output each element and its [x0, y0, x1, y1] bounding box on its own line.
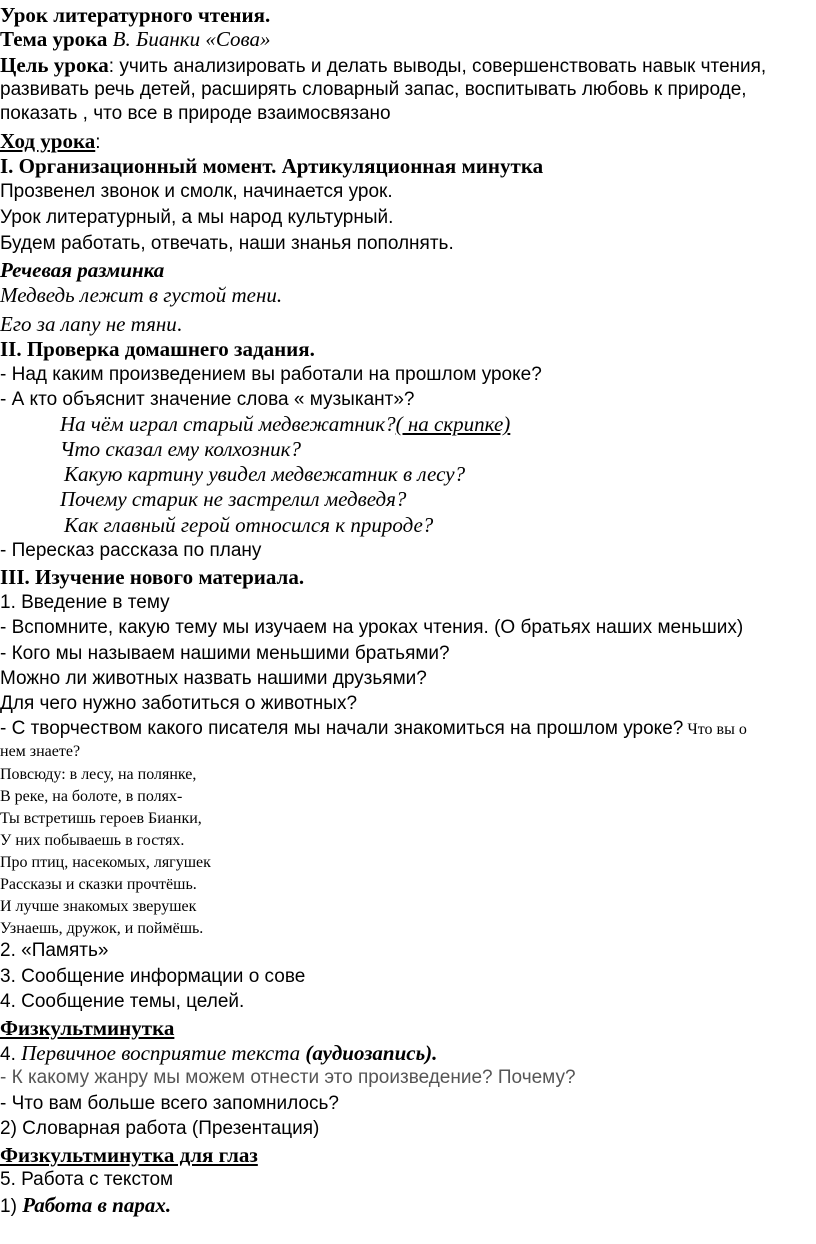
bianki-poem-line: Повсюду: в лесу, на полянке, [0, 766, 197, 783]
perception-number: 4. [0, 1044, 22, 1065]
warmup-heading: Речевая разминка [0, 258, 165, 282]
bianki-poem-line: Узнаешь, дружок, и поймёшь. [0, 920, 204, 937]
section2-heading: II. Проверка домашнего задания. [0, 337, 315, 361]
homework-question: - А кто объяснит значение слова « музыкант»? [0, 389, 415, 410]
sub-question-answer: ( на скрипке) [395, 412, 511, 436]
intro-question: - Вспомните, какую тему мы изучаем на уроках чтения. (О братьях наших меньших) [0, 617, 744, 638]
topic-label: Тема урока [0, 27, 108, 51]
lesson-item: 2. «Память» [0, 940, 109, 961]
bianki-poem-line: В реке, на болоте, в полях- [0, 788, 183, 805]
retelling-line: - Пересказ рассказа по плану [0, 540, 262, 561]
goal-text-3: показать , что все в природе взаимосвязано [0, 103, 391, 124]
progress-colon: : [95, 132, 101, 153]
writer-question-line [0, 718, 747, 740]
perception-audio: (аудиозапись). [305, 1041, 438, 1065]
tongue-twister-line: Медведь лежит в густой тени. [0, 283, 283, 307]
section3-heading: III. Изучение нового материала. [0, 565, 305, 589]
sub-question: Почему старик не застрелил медведя? [60, 487, 407, 511]
tongue-twister-period: . [176, 312, 183, 336]
bianki-poem-line: У них побываешь в гостях. [0, 832, 185, 849]
bianki-poem-line: Про птиц, насекомых, лягушек [0, 854, 211, 871]
phys-break-heading: Физкультминутка [0, 1016, 175, 1040]
section1-poem-line: Урок литературный, а мы народ культурный. [0, 207, 394, 228]
writer-question-small-2: нем знаете? [0, 743, 81, 760]
section1-poem-line: Прозвенел звонок и смолк, начинается урок. [0, 181, 393, 202]
lesson-title: Урок литературного чтения. [0, 3, 271, 27]
progress-heading: Ход урока [0, 129, 96, 153]
sub-question: Как главный герой относился к природе? [64, 513, 434, 537]
goal-text-1: : учить анализировать и делать выводы, совершенствовать навык чтения, [108, 56, 767, 77]
bianki-poem-line: И лучше знакомых зверушек [0, 898, 197, 915]
sub-question-line [60, 412, 510, 437]
topic-line [0, 27, 270, 52]
section1-heading: I. Организационный момент. Артикуляционная минутка [0, 154, 544, 178]
section1-poem-line: Будем работать, отвечать, наши знанья пополнять. [0, 233, 454, 254]
perception-line [0, 1041, 437, 1066]
bianki-poem-line: Рассказы и сказки прочтёшь. [0, 876, 197, 893]
text-work-item: 5. Работа с текстом [0, 1169, 174, 1190]
writer-question: - С творчеством какого писателя мы начали знакомиться на прошлом уроке? [0, 718, 684, 739]
writer-question-small: Что вы о [683, 721, 747, 738]
lesson-item: 4. Сообщение темы, целей. [0, 991, 245, 1012]
remember-question: - Что вам больше всего запомнилось? [0, 1093, 339, 1114]
tongue-twister-line-2 [0, 312, 182, 337]
lesson-item: 3. Сообщение информации о сове [0, 966, 306, 987]
intro-question: Для чего нужно заботиться о животных? [0, 693, 358, 714]
goal-label: Цель урока [0, 53, 109, 77]
intro-question: - Кого мы называем нашими меньшими братьями? [0, 643, 450, 664]
bianki-poem-line: Ты встретишь героев Бианки, [0, 810, 202, 827]
eye-break-heading: Физкультминутка для глаз [0, 1143, 258, 1167]
tongue-twister-text: Его за лапу не тяни [0, 312, 177, 336]
perception-text: Первичное восприятие текста [21, 1041, 306, 1065]
sub-question: На чём играл старый медвежатник? [60, 412, 396, 436]
genre-question: - К какому жанру мы можем отнести это произведение? Почему? [0, 1067, 576, 1088]
sub-question: Что сказал ему колхозник? [60, 437, 301, 461]
pairs-number: 1) [0, 1196, 23, 1217]
sub-question: Какую картину увидел медвежатник в лесу? [64, 462, 466, 486]
intro-item: 1. Введение в тему [0, 592, 170, 613]
goal-line [0, 53, 766, 78]
topic-value: В. Бианки «Сова» [112, 27, 271, 51]
goal-text-2: развивать речь детей, расширять словарный запас, воспитывать любовь к природе, [0, 79, 747, 100]
pairs-text: Работа в парах. [22, 1193, 172, 1217]
vocab-item: 2) Словарная работа (Презентация) [0, 1118, 320, 1139]
intro-question: Можно ли животных назвать нашими друзьями? [0, 668, 427, 689]
progress-heading-line [0, 129, 101, 154]
homework-question: - Над каким произведением вы работали на прошлом уроке? [0, 364, 542, 385]
pairs-line [0, 1193, 171, 1218]
